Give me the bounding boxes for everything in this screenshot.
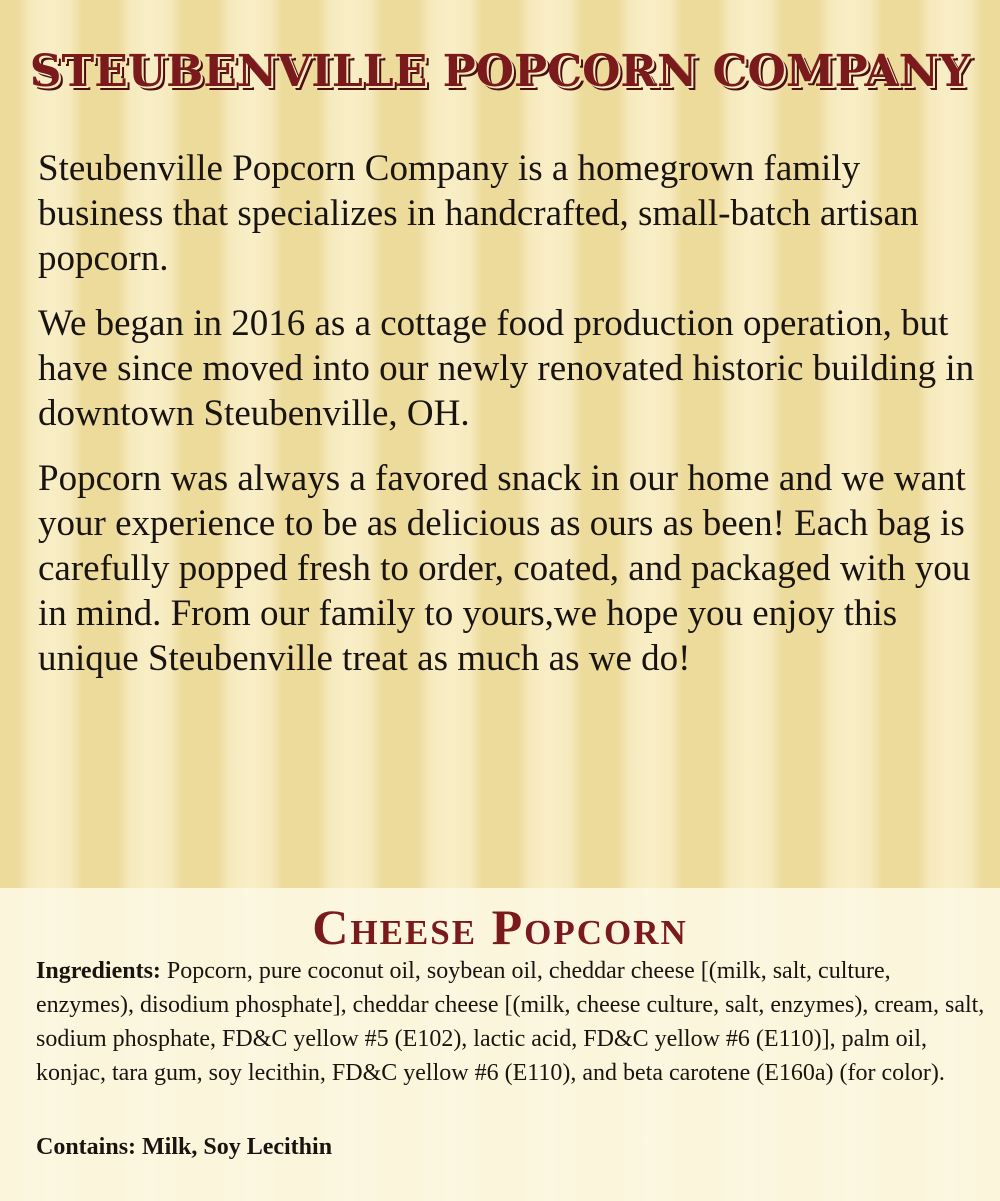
story-paragraph: Popcorn was always a favored snack in our home and we want your experience to be as delicious as ours as been! Each bag is carefully popped fresh to order, coated, and packaged with you in mind. From our family to yours,we hope you enjoy this unique Steubenville treat as much as we do! xyxy=(38,458,971,679)
ingredients-label: Ingredients: xyxy=(36,958,161,984)
story-paragraph: Steubenville Popcorn Company is a homegrown family business that specializes in handcrafted, small-batch artisan popcorn. xyxy=(38,148,919,279)
story-paragraph: We began in 2016 as a cottage food production operation, but have since moved into our newly renovated historic building in downtown Steubenville, OH. xyxy=(38,303,975,434)
product-title: Cheese Popcorn xyxy=(312,899,688,955)
ingredients-list xyxy=(36,954,986,1090)
brand-title: STEUBENVILLE POPCORN COMPANY xyxy=(29,46,971,97)
allergen-statement: Contains: Milk, Soy Lecithin xyxy=(36,1134,333,1160)
ingredients-panel xyxy=(0,888,1000,1201)
ingredients-text: Popcorn, pure coconut oil, soybean oil, cheddar cheese [(milk, salt, culture, enzymes), disodium phosphate], cheddar cheese [(milk, cheese culture, salt, enzymes), cream, salt, sodium phosphate, FD&C yellow #5 (E102), lactic acid, FD&C yellow #6 (E110)], palm oil, konjac, tara gum, soy lecithin, FD&C yellow #6 (E110), and beta carotene (E160a) (for color). xyxy=(36,958,985,1086)
company-story xyxy=(38,146,978,701)
